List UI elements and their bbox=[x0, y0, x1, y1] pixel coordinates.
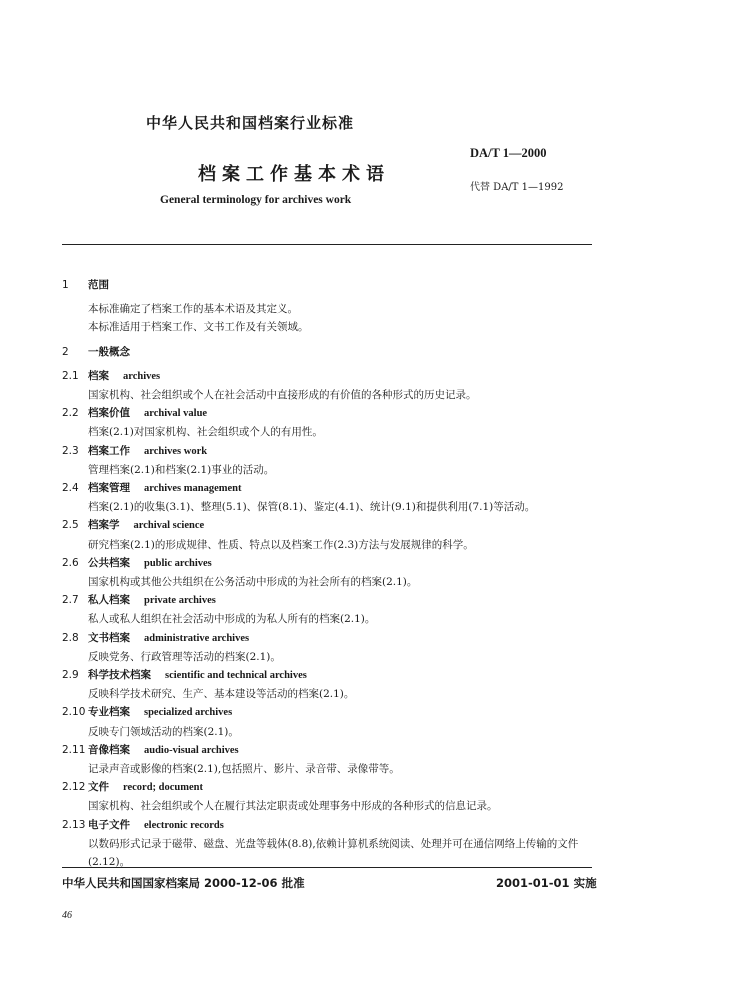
term-name-en: audio-visual archives bbox=[144, 744, 239, 756]
term-name-cn: 音像档案 bbox=[88, 743, 130, 756]
term-heading bbox=[62, 703, 602, 722]
term-heading bbox=[62, 666, 602, 685]
term-heading bbox=[62, 816, 602, 835]
term-name-en: private archives bbox=[144, 595, 216, 607]
term-entry bbox=[62, 741, 602, 778]
term-definition: 国家机构或其他公共组织在公务活动中形成的为社会所有的档案(2.1)。 bbox=[88, 576, 418, 589]
section-title: 范围 bbox=[88, 279, 109, 291]
term-number: 2.13 bbox=[62, 818, 86, 831]
section-number: 1 bbox=[62, 279, 69, 291]
term-name-en: electronic records bbox=[144, 819, 224, 831]
term-entry bbox=[62, 666, 602, 703]
standard-title: 中华人民共和国档案行业标准 bbox=[146, 114, 355, 132]
term-entry bbox=[62, 778, 602, 815]
term-entry bbox=[62, 479, 602, 516]
term-heading bbox=[62, 367, 602, 386]
term-number: 2.3 bbox=[62, 444, 79, 457]
term-number: 2.11 bbox=[62, 743, 86, 756]
term-number: 2.12 bbox=[62, 781, 86, 794]
section-number: 2 bbox=[62, 345, 69, 358]
term-entry bbox=[62, 629, 602, 666]
term-name-cn: 私人档案 bbox=[88, 594, 130, 607]
term-name-en: archival value bbox=[144, 408, 208, 420]
term-definition: 档案(2.1)对国家机构、社会组织或个人的有用性。 bbox=[88, 426, 323, 439]
term-heading bbox=[62, 479, 602, 498]
term-entry bbox=[62, 703, 602, 740]
term-name-cn: 档案 bbox=[88, 369, 109, 382]
term-number: 2.2 bbox=[62, 407, 79, 420]
paragraph: 本标准确定了档案工作的基本术语及其定义。 bbox=[88, 303, 298, 316]
term-name-cn: 档案价值 bbox=[88, 407, 130, 420]
term-definition: 国家机构、社会组织或个人在履行其法定职责或处理事务中形成的各种形式的信息记录。 bbox=[88, 800, 498, 813]
term-definition: 反映专门领域活动的档案(2.1)。 bbox=[88, 725, 239, 738]
standard-number: DA/T 1—2000 bbox=[470, 146, 547, 160]
approval-note: 中华人民共和国国家档案局 2000-12-06 批准 bbox=[62, 876, 305, 890]
term-name-cn: 专业档案 bbox=[88, 706, 130, 719]
term-definition: 反映党务、行政管理等活动的档案(2.1)。 bbox=[88, 650, 281, 663]
term-number: 2.10 bbox=[62, 706, 86, 719]
term-entry bbox=[62, 367, 602, 404]
term-heading bbox=[62, 629, 602, 648]
term-number: 2.6 bbox=[62, 556, 79, 569]
term-number: 2.1 bbox=[62, 369, 79, 382]
term-name-cn: 文书档案 bbox=[88, 631, 130, 644]
term-name-en: record; document bbox=[123, 782, 203, 794]
term-number: 2.4 bbox=[62, 482, 79, 495]
term-heading bbox=[62, 516, 602, 535]
top-divider bbox=[62, 244, 592, 245]
term-number: 2.7 bbox=[62, 594, 79, 607]
document-title-cn: 档案工作基本术语 bbox=[198, 164, 390, 185]
term-name-cn: 文件 bbox=[88, 781, 109, 794]
page-number: 46 bbox=[62, 910, 72, 921]
term-name-en: archives bbox=[123, 370, 161, 382]
bottom-divider bbox=[62, 867, 592, 868]
term-heading bbox=[62, 778, 602, 797]
term-entry bbox=[62, 591, 602, 628]
term-definition: 以数码形式记录于磁带、磁盘、光盘等载体(8.8),依赖计算机系统阅读、处理并可在通信网络上传输的文件(2.12)。 bbox=[88, 837, 579, 869]
term-list bbox=[62, 367, 602, 871]
term-definition: 档案(2.1)的收集(3.1)、整理(5.1)、保管(8.1)、鉴定(4.1)、统计(9.1)和提供利用(7.1)等活动。 bbox=[88, 501, 536, 514]
term-name-en: archives management bbox=[144, 483, 242, 495]
term-name-cn: 公共档案 bbox=[88, 556, 130, 569]
term-name-en: scientific and technical archives bbox=[165, 670, 307, 682]
term-number: 2.8 bbox=[62, 631, 79, 644]
document-body bbox=[62, 276, 602, 871]
term-name-en: administrative archives bbox=[144, 632, 250, 644]
term-name-en: public archives bbox=[144, 557, 212, 569]
replaces-note: 代替 DA/T 1—1992 bbox=[470, 182, 564, 193]
term-heading bbox=[62, 591, 602, 610]
term-name-cn: 电子文件 bbox=[88, 818, 130, 831]
section-heading bbox=[62, 276, 602, 294]
term-entry bbox=[62, 816, 602, 872]
term-heading bbox=[62, 404, 602, 423]
term-definition: 反映科学技术研究、生产、基本建设等活动的档案(2.1)。 bbox=[88, 688, 355, 701]
document-title-en: General terminology for archives work bbox=[160, 194, 352, 206]
term-definition: 私人或私人组织在社会活动中形成的为私人所有的档案(2.1)。 bbox=[88, 613, 376, 626]
term-name-en: archives work bbox=[144, 445, 208, 457]
section-title: 一般概念 bbox=[88, 345, 130, 358]
term-name-cn: 档案学 bbox=[88, 519, 120, 532]
term-definition: 记录声音或影像的档案(2.1),包括照片、影片、录音带、录像带等。 bbox=[88, 763, 400, 776]
term-number: 2.5 bbox=[62, 519, 79, 532]
term-heading bbox=[62, 442, 602, 461]
section-heading bbox=[62, 343, 602, 361]
term-name-cn: 档案工作 bbox=[88, 444, 130, 457]
paragraph: 本标准适用于档案工作、文书工作及有关领域。 bbox=[88, 321, 309, 334]
term-heading bbox=[62, 741, 602, 760]
term-name-cn: 科学技术档案 bbox=[88, 669, 151, 682]
term-name-en: specialized archives bbox=[144, 707, 233, 719]
term-name-cn: 档案管理 bbox=[88, 482, 130, 495]
term-entry bbox=[62, 442, 602, 479]
term-entry bbox=[62, 554, 602, 591]
term-heading bbox=[62, 554, 602, 573]
term-entry bbox=[62, 516, 602, 553]
term-definition: 国家机构、社会组织或个人在社会活动中直接形成的有价值的各种形式的历史记录。 bbox=[88, 389, 477, 402]
term-definition: 研究档案(2.1)的形成规律、性质、特点以及档案工作(2.3)方法与发展规律的科学。 bbox=[88, 538, 474, 551]
term-entry bbox=[62, 404, 602, 441]
term-number: 2.9 bbox=[62, 669, 79, 682]
effective-date: 2001-01-01 实施 bbox=[496, 876, 597, 890]
term-definition: 管理档案(2.1)和档案(2.1)事业的活动。 bbox=[88, 463, 275, 476]
term-name-en: archival science bbox=[133, 520, 205, 532]
